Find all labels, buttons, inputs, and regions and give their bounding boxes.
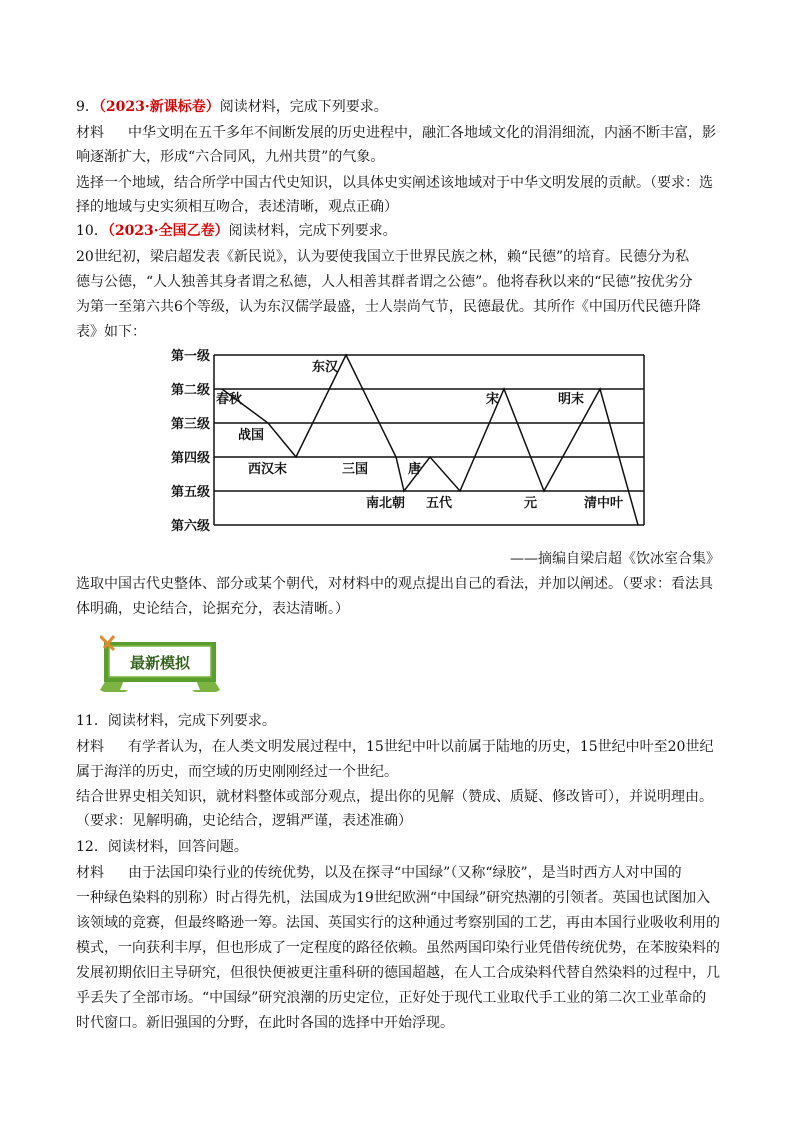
- point-label: 五代: [426, 496, 453, 511]
- point-label: 春秋: [216, 392, 243, 407]
- q12-material-4: 模式，一向获利丰厚，但也形成了一定程度的路径依赖。虽然两国印染行业凭借传统优势，在苯胺染料的: [76, 940, 720, 956]
- material-label: 材料: [76, 125, 104, 141]
- q9-material-text: 中华文明在五千多年不间断发展的历史进程中，融汇各地域文化的涓涓细流，内涵不断丰富，影: [128, 125, 716, 141]
- level-label: 第三级: [170, 417, 210, 432]
- q12-number: 12．: [76, 839, 108, 855]
- q9-material-2: 响逐渐扩大，形成“六合同风，九州共贯”的气象。: [76, 149, 385, 165]
- material-label: 材料: [76, 739, 104, 755]
- level-label: 第五级: [170, 485, 210, 500]
- q12-material-2: 一种绿色染料的别称）时占得先机，法国成为19世纪欧洲“中国绿”研究热潮的引领者。英国也试图加入: [76, 890, 711, 906]
- q10-source-tag: （2023·全国乙卷）: [107, 223, 229, 239]
- q9-task-1: 选择一个地域，结合所学中国古代史知识，以具体史实阐述该地域对于中华文明发展的贡献。（要求：选: [76, 175, 713, 191]
- q10-task-1: 选取中国古代史整体、部分或某个朝代，对材料中的观点提出自己的看法，并加以阐述。（要求：看法具: [76, 576, 713, 592]
- level-label: 第四级: [170, 451, 210, 466]
- minde-level-chart: [150, 345, 650, 535]
- point-label: 唐: [408, 462, 422, 477]
- q10-para-1: 20世纪初，梁启超发表《新民说》，认为要使我国立于世界民族之林，赖“民德”的培育。民德分为私: [76, 249, 690, 265]
- q10-source: ——摘编自梁启超《饮冰室合集》: [510, 551, 720, 567]
- q11-prompt: 阅读材料，完成下列要求。: [107, 713, 276, 729]
- q9-material-1: [76, 124, 726, 142]
- point-label: 东汉: [312, 360, 339, 375]
- q11-material-1: [76, 738, 726, 756]
- q10-para-3: 为第一至第六共6个等级，认为东汉儒学最盛，士人崇尚气节，民德最优。其所作《中国历代民德升降: [76, 299, 701, 315]
- q12-material-3: 该领域的竞赛，但最终略逊一筹。法国、英国实行的这种通过考察别国的工艺，再由本国行业吸收利用的: [76, 915, 720, 931]
- q10-prompt: 阅读材料，完成下列要求。: [228, 223, 397, 239]
- q10-number: 10．: [76, 223, 108, 239]
- q12-material-text: 由于法国印染行业的传统优势，以及在探寻“中国绿”（又称“绿胶”，是当时西方人对中国的: [128, 865, 682, 881]
- q11-task-1: 结合世界史相关知识，就材料整体或部分观点，提出你的见解（赞成、质疑、修改皆可），并说明理由。: [76, 789, 713, 805]
- q10-task-2: 体明确，史论结合，论据充分，表达清晰。）: [76, 601, 349, 617]
- q11-number: 11．: [76, 713, 108, 729]
- q10-header: [76, 222, 726, 240]
- banner-label: 最新模拟: [129, 654, 191, 672]
- level-label: 第二级: [170, 383, 210, 398]
- point-label: 三国: [342, 462, 369, 477]
- q11-header: [76, 712, 726, 730]
- level-label: 第一级: [170, 349, 210, 364]
- q9-prompt: 阅读材料，完成下列要求。: [219, 99, 388, 115]
- level-label: 第六级: [170, 519, 210, 534]
- q9-task-2: 择的地域与史实须相互吻合，表述清晰，观点正确）: [76, 199, 398, 215]
- q12-material-7: 时代窗口。新旧强国的分野，在此时各国的选择中开始浮现。: [76, 1015, 454, 1031]
- point-label: 西汉末: [248, 462, 288, 477]
- q12-material-5: 发展初期依旧主导研究，但很快便被更注重科研的德国超越，在人工合成染料代替自然染料的过程中，几: [76, 965, 720, 981]
- point-label: 宋: [486, 392, 500, 407]
- point-label: 南北朝: [366, 496, 406, 511]
- point-label: 元: [524, 496, 538, 511]
- q12-header: [76, 838, 726, 856]
- q12-material-1: [76, 864, 726, 882]
- point-label: 战国: [238, 428, 265, 443]
- point-label: 明末: [558, 392, 585, 407]
- q10-para-4: 表》如下：: [76, 324, 146, 340]
- q10-para-2: 德与公德，“人人独善其身者谓之私德，人人相善其群者谓之公德”。他将春秋以来的“民德”按优劣分: [76, 274, 693, 290]
- q11-task-2: （要求：见解明确，史论结合，逻辑严谨，表述准确）: [76, 813, 412, 829]
- q11-material-2: 属于海洋的历史，而空域的历史刚刚经过一个世纪。: [76, 764, 398, 780]
- q12-material-6: 乎丢失了全部市场。“中国绿”研究浪潮的历史定位，正好处于现代工业取代手工业的第二次工业革命的: [76, 990, 707, 1006]
- q12-prompt: 阅读材料，回答问题。: [107, 839, 248, 855]
- section-banner: [100, 632, 220, 692]
- material-label: 材料: [76, 865, 104, 881]
- q11-material-text: 有学者认为，在人类文明发展过程中，15世纪中叶以前属于陆地的历史，15世纪中叶至20世纪: [128, 739, 714, 755]
- q9-number: 9．: [76, 99, 99, 115]
- q9-header: [76, 98, 726, 116]
- point-label: 清中叶: [584, 496, 624, 511]
- q9-source-tag: （2023·新课标卷）: [98, 99, 220, 115]
